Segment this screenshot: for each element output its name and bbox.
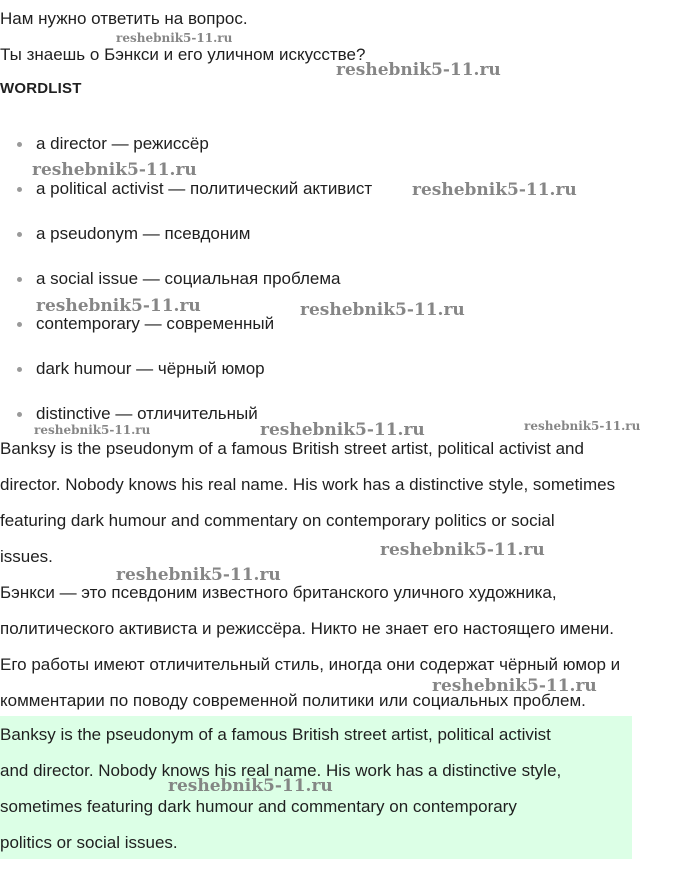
wordlist-item-text: a social issue — социальная проблема	[36, 269, 341, 288]
bullet-icon	[17, 232, 22, 237]
watermark: reshebnik5-11.ru	[336, 60, 501, 80]
wordlist-item-text: a director — режиссёр	[36, 134, 209, 153]
watermark: reshebnik5-11.ru	[34, 423, 151, 437]
paragraph-line: политического активиста и режиссёра. Никто не знает его настоящего имени.	[0, 619, 615, 638]
paragraph-line: комментарии по поводу современной политики или социальных проблем.	[0, 691, 586, 710]
watermark: reshebnik5-11.ru	[412, 180, 577, 200]
wordlist-item-text: contemporary — современный	[36, 314, 275, 333]
watermark: reshebnik5-11.ru	[300, 300, 465, 320]
paragraph-line: director. Nobody knows his real name. His work has a distinctive style, sometimes	[0, 475, 616, 494]
watermark: reshebnik5-11.ru	[116, 565, 281, 585]
bullet-icon	[17, 187, 22, 192]
paragraph-line: politics or social issues.	[0, 833, 178, 852]
bullet-icon	[17, 142, 22, 147]
bullet-icon	[17, 277, 22, 282]
wordlist-item-text: distinctive — отличительный	[36, 404, 258, 423]
bullet-icon	[17, 367, 22, 372]
paragraph-line: Его работы имеют отличительный стиль, иногда они содержат чёрный юмор и	[0, 655, 621, 674]
watermark: reshebnik5-11.ru	[524, 419, 641, 433]
watermark: reshebnik5-11.ru	[432, 676, 597, 696]
wordlist-item-text: a pseudonym — псевдоним	[36, 224, 251, 243]
paragraph-line: Banksy is the pseudonym of a famous British street artist, political activist and	[0, 439, 584, 458]
paragraph-line: sometimes featuring dark humour and commentary on contemporary	[0, 797, 517, 816]
watermark: reshebnik5-11.ru	[116, 31, 233, 45]
paragraph-line: and director. Nobody knows his real name. His work has a distinctive style,	[0, 761, 562, 780]
wordlist-item-text: a political activist — политический активист	[36, 179, 373, 198]
paragraph-line: Бэнкси — это псевдоним известного британского уличного художника,	[0, 583, 557, 602]
paragraph-line: Banksy is the pseudonym of a famous British street artist, political activist	[0, 725, 551, 744]
watermark: reshebnik5-11.ru	[260, 420, 425, 440]
watermark: reshebnik5-11.ru	[32, 160, 197, 180]
watermark: reshebnik5-11.ru	[168, 776, 333, 796]
watermark: reshebnik5-11.ru	[36, 296, 201, 316]
bullet-icon	[17, 322, 22, 327]
paragraph-line: issues.	[0, 547, 53, 566]
intro-question-line: Нам нужно ответить на вопрос.	[0, 9, 248, 28]
bullet-icon	[17, 412, 22, 417]
watermark: reshebnik5-11.ru	[380, 540, 545, 560]
intro-question-text: Ты знаешь о Бэнкси и его уличном искусстве?	[0, 45, 366, 64]
wordlist-heading: WORDLIST	[0, 80, 82, 97]
wordlist-item-text: dark humour — чёрный юмор	[36, 359, 265, 378]
paragraph-line: featuring dark humour and commentary on contemporary politics or social	[0, 511, 555, 530]
